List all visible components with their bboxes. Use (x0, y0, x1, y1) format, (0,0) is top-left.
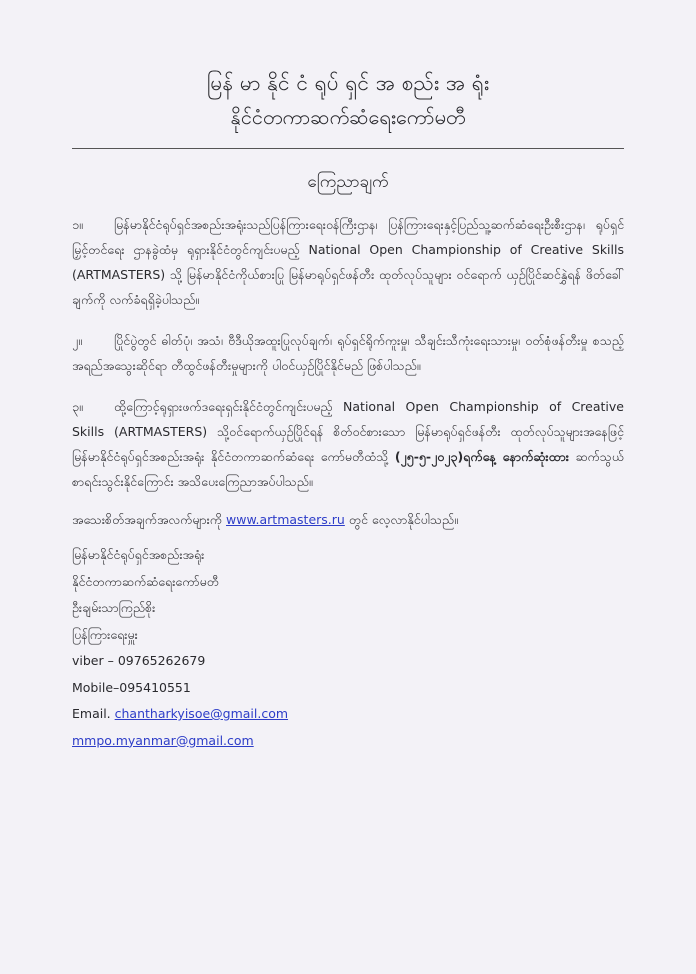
signature-title: ပြန်ကြားရေးမှူး (72, 626, 138, 642)
paragraph-text: ထို့ကြောင့်ရုရှားဖက်ဒရေးရှင်းနိုင်ငံတွင်ကျင်းပမည့် National Open Championship of Creative Skills (ARTMASTERS) သို့ဝင်ရောက်ယှဉ်ပြိုင်ရန် စိတ်ဝင်စားသော မြန်မာရုပ်ရှင်ဖန်တီး ထုတ်လုပ်သူများအနေဖြင့် မြန်မာနိုင်ငံရုပ်ရှင်အစည်းအရုံး နိုင်ငံတကာဆက်ဆံရေး ကော်မတီထံသို့ (72, 399, 624, 464)
email-line-secondary (72, 728, 624, 755)
signature-block (72, 542, 624, 754)
paragraph-number: ၁။ (72, 217, 83, 232)
committee-heading: နိုင်ငံတကာဆက်ဆံရေးကော်မတီ (230, 105, 466, 129)
paragraph-number: ၃။ (72, 399, 83, 414)
paragraph-text: ပြိုင်ပွဲတွင် ဓါတ်ပုံ၊ အသံ၊ ဗီဒီယိုအထူးပြုလုပ်ချက်၊ ရုပ်ရှင်ရိုက်ကူးမှု၊ သီချင်းသီကုံးရေးသားမှု၊ ဝတ်စုံဖန်တီးမှု စသည့် အရည်အသွေးဆိုင်ရာ တီထွင်ဖန်တီးမှုများကို ပါဝင်ယှဉ်ပြိုင်နိုင်မည် ဖြစ်ပါသည်။ (72, 333, 624, 373)
deadline-text: (၂၅-၅-၂၀၂၃)ရက်နေ့ နောက်ဆုံးထား (394, 449, 569, 464)
paragraph-1 (72, 212, 624, 312)
more-info-line (72, 508, 624, 532)
mobile-contact: Mobile–095410551 (72, 679, 191, 695)
paragraph-number: ၂။ (72, 333, 82, 348)
organization-heading: မြန် မာ နိုင် ငံ ရုပ် ရှင် အ စည်း အ ရုံး (206, 71, 490, 95)
signature-org: မြန်မာနိုင်ငံရုပ်ရှင်အစည်းအရုံး (72, 547, 205, 562)
email-line (72, 701, 624, 728)
header-divider (72, 148, 624, 149)
website-link[interactable]: www.artmasters.ru (226, 512, 345, 527)
paragraph-3 (72, 394, 624, 494)
notice-title: ကြေညာချက် (307, 172, 389, 192)
email-link-primary[interactable]: chantharkyisoe@gmail.com (114, 706, 289, 721)
email-label: Email. (72, 706, 115, 721)
paragraph-text: မြန်မာနိုင်ငံရုပ်ရှင်အစည်းအရုံးသည်ပြန်ကြားရေးဝန်ကြီးဌာန၊ ပြန်ကြားရေးနှင့်ပြည်သူ့ဆက်ဆံရေးဦးစီးဌာန၊ ရုပ်ရှင်မြှင့်တင်ရေး ဌာနခွဲထံမှ ရုရှားနိုင်ငံတွင်ကျင်းပမည့် National Open Championship of Creative Skills (ARTMASTERS) သို့ မြန်မာနိုင်ငံကိုယ်စားပြု မြန်မာရုပ်ရှင်ဖန်တီး ထုတ်လုပ်သူများ ဝင်ရောက် ယှဉ်ပြိုင်ဆင်နွှဲရန် ဖိတ်ခေါ်ချက်ကို လက်ခံရရှိခဲ့ပါသည်။ (72, 217, 624, 307)
email-link-secondary[interactable]: mmpo.myanmar@gmail.com (72, 732, 254, 748)
paragraph-2 (72, 328, 624, 378)
signature-committee: နိုင်ငံတကာဆက်ဆံရေးကော်မတီ (72, 573, 219, 589)
more-info-text-end: တွင် လေ့လာနိုင်ပါသည်။ (344, 512, 458, 527)
viber-contact: viber – 09765262679 (72, 653, 206, 668)
signature-name: ဦးချမ်းသာကြည်စိုး (72, 600, 156, 615)
more-info-text: အသေးစိတ်အချက်အလက်များကို (72, 512, 227, 527)
paragraph-text-end: ဆက်သွယ်စာရင်းသွင်းနိုင်ကြောင်း အသိပေးကြေညာအပ်ပါသည်။ (72, 449, 624, 489)
